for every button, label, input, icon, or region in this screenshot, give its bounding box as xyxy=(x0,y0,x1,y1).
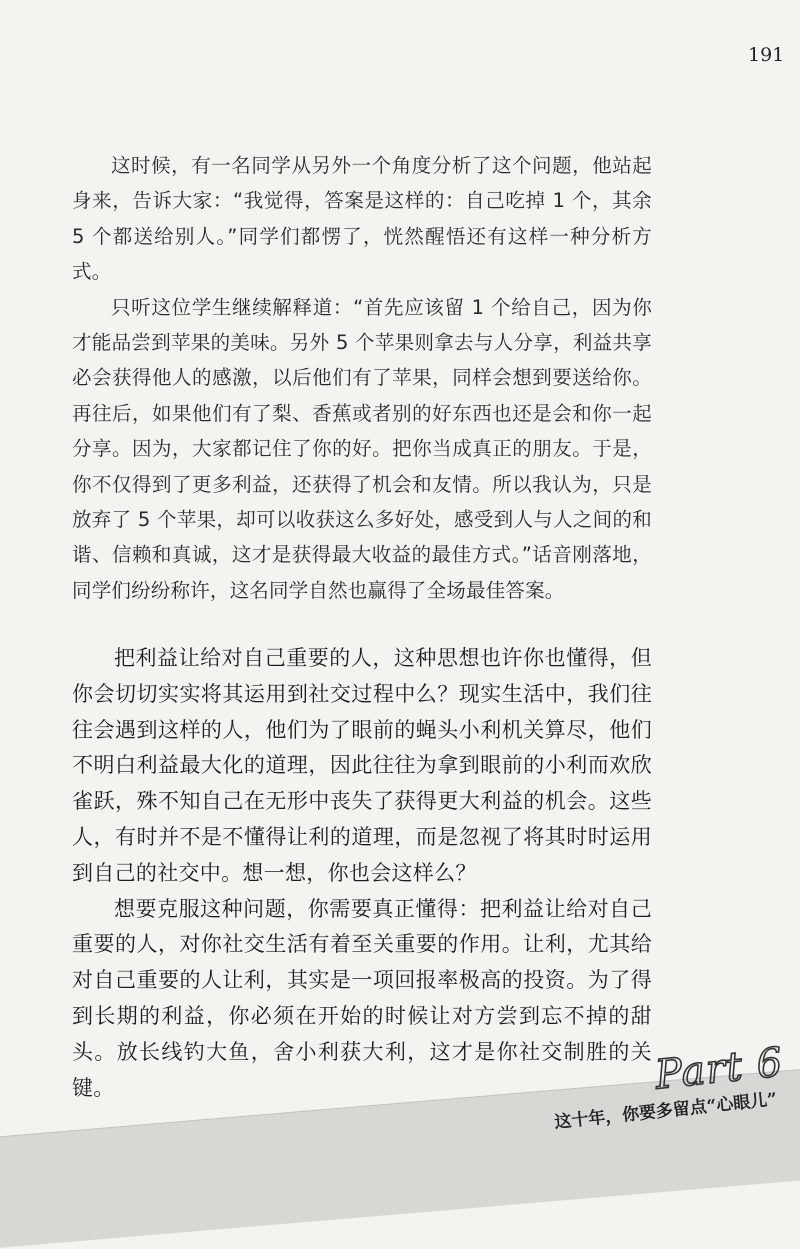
commentary-section xyxy=(72,641,652,1106)
section-title: 这十年，你要多留点“心眼儿” xyxy=(553,1089,778,1133)
story-paragraph: 只听这位学生继续解释道：“首先应该留 1 个给自己，因为你才能品尝到苹果的美味。另外 5 个苹果则拿去与人分享，利益共享必会获得他人的感激，以后他们有了苹果，同样会想到要送给你。再往后，如果他们有了梨、香蕉或者别的好东西也还是会和你一起分享。因为，大家都记住了你的好。把你当成真正的朋友。于是，你不仅得到了更多利益，还获得了机会和友情。所以我认为，只是放弃了 5 个苹果，却可以收获这么多好处，感受到人与人之间的和谐、信赖和真诚，这才是获得最大收益的最佳方式。”话音刚落地，同学们纷纷称许，这名同学自然也赢得了全场最佳答案。 xyxy=(72,295,652,602)
part-label: Part 6 xyxy=(652,1039,786,1099)
story-section xyxy=(72,148,652,608)
story-paragraph: 这时候，有一名同学从另外一个角度分析了这个问题，他站起身来，告诉大家：“我觉得，答案是这样的：自己吃掉 1 个，其余 5 个都送给别人。”同学们都愣了，恍然醒悟还有这样一种分析方式。 xyxy=(72,154,652,284)
page-number: 191 xyxy=(748,44,785,66)
commentary-paragraph: 把利益让给对自己重要的人，这种思想也许你也懂得，但你会切切实实将其运用到社交过程中么？现实生活中，我们往往会遇到这样的人，他们为了眼前的蝇头小利机关算尽，他们不明白利益最大化的道理，因此往往为拿到眼前的小利而欢欣雀跃，殊不知自己在无形中丧失了获得更大利益的机会。这些人，有时并不是不懂得让利的道理，而是忽视了将其时时运用到自己的社交中。想一想，你也会这样么？ xyxy=(72,646,652,885)
commentary-paragraph: 想要克服这种问题，你需要真正懂得：把利益让给对自己重要的人，对你社交生活有着至关重要的作用。让利，尤其给对自己重要的人让利，其实是一项回报率极高的投资。为了得到长期的利益，你必须在开始的时候让对方尝到忘不掉的甜头。放长线钓大鱼，舍小利获大利，这才是你社交制胜的关键。 xyxy=(72,896,652,1100)
